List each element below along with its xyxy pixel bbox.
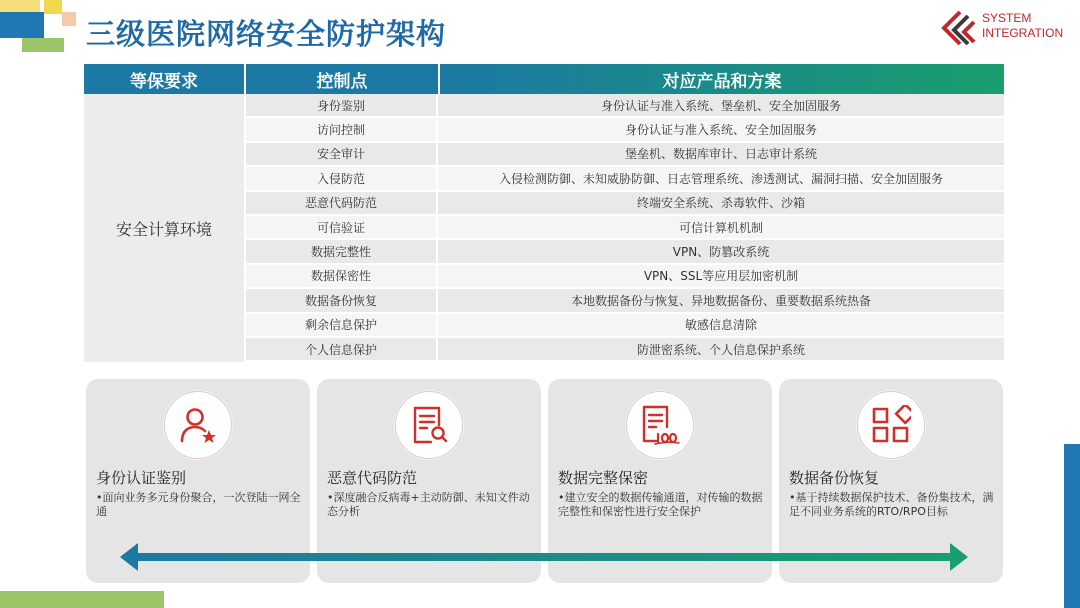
control-cell: 数据备份恢复: [244, 289, 438, 313]
solution-cell: 终端安全系统、杀毒软件、沙箱: [438, 192, 1004, 216]
solution-cell: 敏感信息清除: [438, 314, 1004, 338]
table-header-row: [84, 64, 1004, 94]
logo-text: [982, 11, 1063, 41]
corner-deco-yellow-small: [44, 0, 62, 14]
card-icon-circle: [164, 391, 232, 459]
document-100-icon: [640, 405, 680, 445]
corner-deco-peach: [62, 12, 76, 26]
logo-line2: INTEGRATION: [982, 26, 1064, 40]
card-icon-circle: [626, 391, 694, 459]
control-cell: 身份鉴别: [244, 94, 438, 118]
solution-cell: 可信计算机机制: [438, 216, 1004, 240]
card-description: •基于持续数据保护技术、备份集技术，满足不同业务系统的RTO/RPO目标: [789, 491, 994, 518]
header-control: 控制点: [244, 64, 438, 94]
card-description: •建立安全的数据传输通道，对传输的数据完整性和保密性进行安全保护: [558, 491, 763, 518]
solution-cell: 堡垒机、数据库审计、日志审计系统: [438, 143, 1004, 167]
solution-cell: 本地数据备份与恢复、异地数据备份、重要数据系统热备: [438, 289, 1004, 313]
solution-cell: 身份认证与准入系统、堡垒机、安全加固服务: [438, 94, 1004, 118]
control-cell: 访问控制: [244, 118, 438, 142]
requirement-cell: 安全计算环境: [84, 94, 244, 362]
solution-cell: VPN、防篡改系统: [438, 240, 1004, 264]
card-title: 数据备份恢复: [789, 469, 880, 487]
control-cell: 安全审计: [244, 143, 438, 167]
control-cell: 数据完整性: [244, 240, 438, 264]
control-cell: 入侵防范: [244, 167, 438, 191]
table-row: [84, 94, 1004, 118]
corner-deco-green: [22, 38, 64, 52]
header-solution: 对应产品和方案: [438, 64, 1004, 94]
right-deco-blue-bar: [1064, 444, 1080, 608]
user-star-icon: [178, 405, 218, 445]
solution-cell: 入侵检测防御、未知威胁防御、日志管理系统、渗透测试、漏洞扫描、安全加固服务: [438, 167, 1004, 191]
security-matrix-table: [84, 64, 1004, 362]
card-description: •深度融合反病毒+主动防御、未知文件动态分析: [327, 491, 530, 518]
control-cell: 恶意代码防范: [244, 192, 438, 216]
document-search-icon: [409, 405, 449, 445]
solution-cell: VPN、SSL等应用层加密机制: [438, 265, 1004, 289]
card-icon-circle: [857, 391, 925, 459]
double-arrow-icon: [120, 543, 968, 571]
solution-cell: 防泄密系统、个人信息保护系统: [438, 338, 1004, 362]
control-cell: 个人信息保护: [244, 338, 438, 362]
solution-cell: 身份认证与准入系统、安全加固服务: [438, 118, 1004, 142]
control-cell: 数据保密性: [244, 265, 438, 289]
logo-line1: SYSTEM: [982, 11, 1032, 25]
control-cell: 剩余信息保护: [244, 314, 438, 338]
card-title: 身份认证鉴别: [96, 469, 187, 487]
card-icon-circle: [395, 391, 463, 459]
corner-deco-blue: [0, 12, 44, 38]
corner-deco-yellow: [0, 0, 40, 12]
bottom-deco-green-bar: [0, 591, 164, 608]
header-requirement: 等保要求: [84, 64, 244, 94]
card-description: •面向业务多元身份聚合，一次登陆一网全通: [96, 491, 301, 518]
page-title: 三级医院网络安全防护架构: [86, 17, 447, 51]
card-title: 数据完整保密: [558, 469, 649, 487]
control-cell: 可信验证: [244, 216, 438, 240]
card-title: 恶意代码防范: [327, 469, 418, 487]
blocks-icon: [871, 405, 911, 445]
